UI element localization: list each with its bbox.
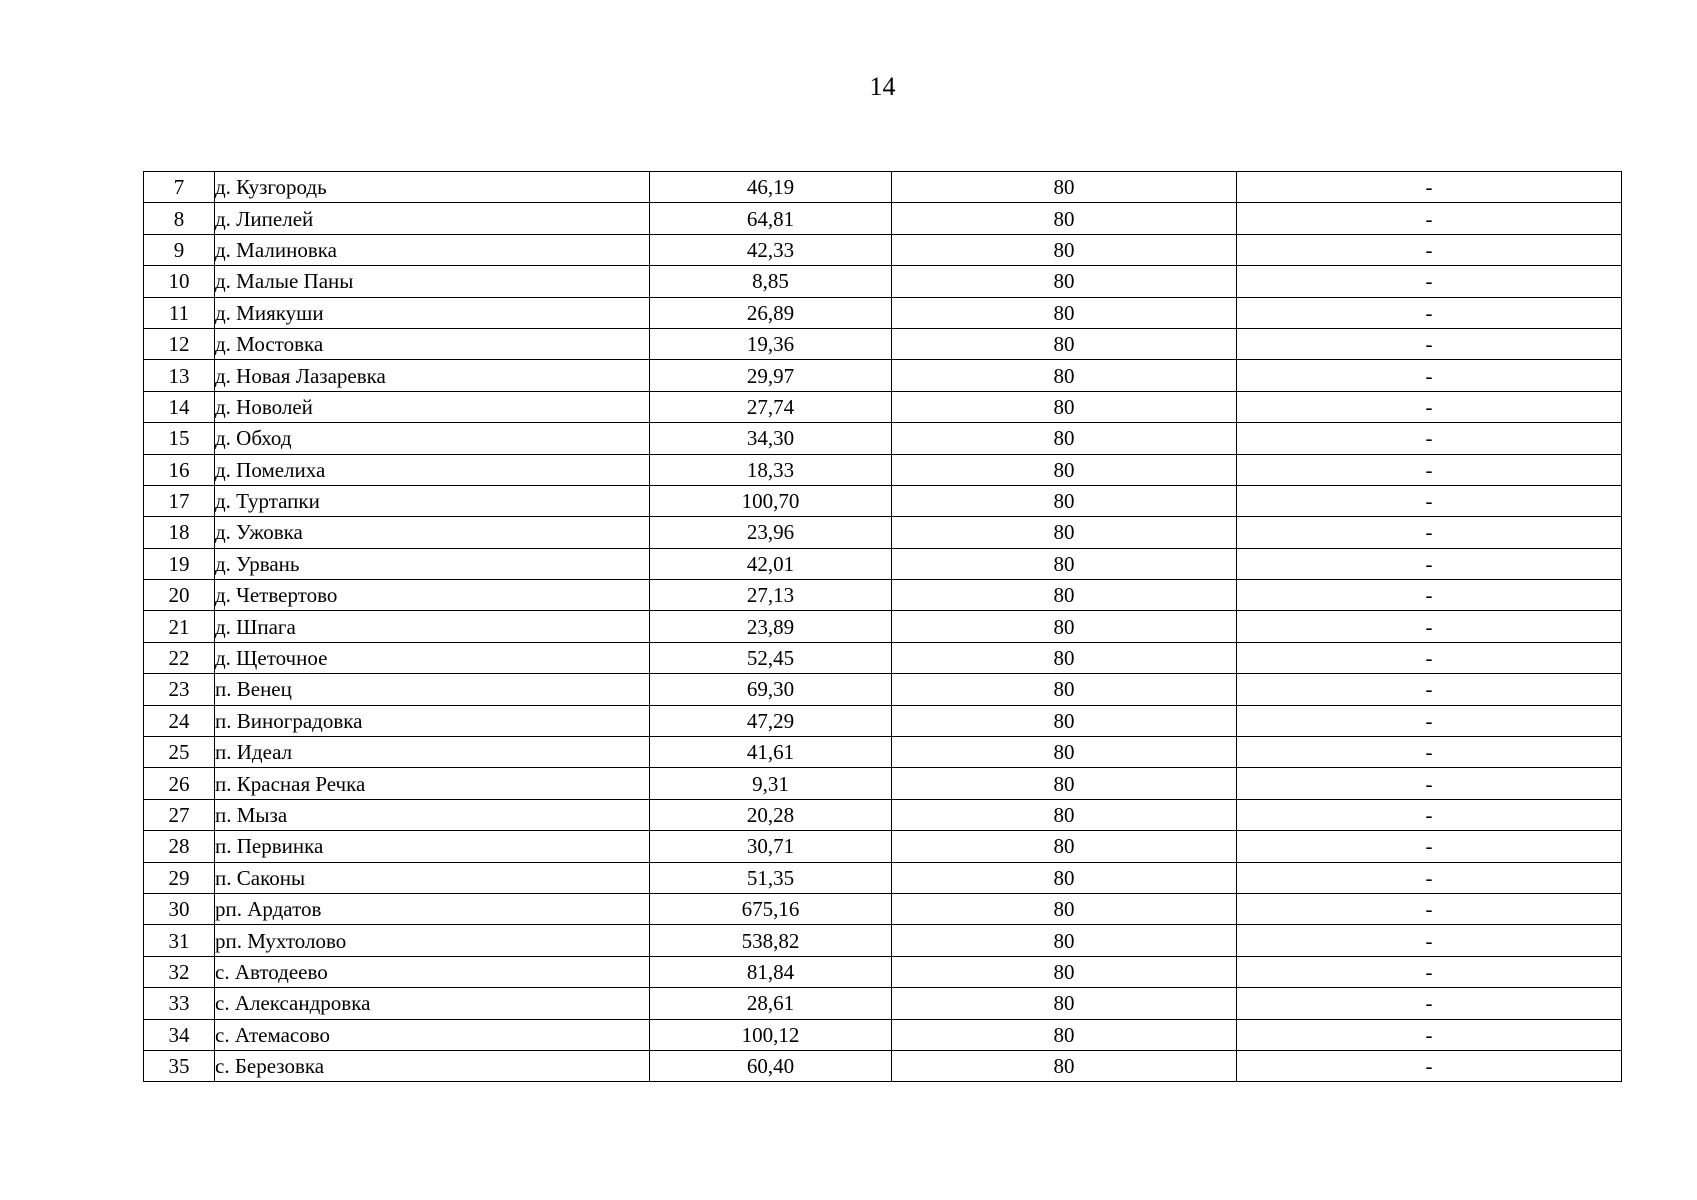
cell-row-number: 8 <box>144 203 215 234</box>
cell-settlement-name: д. Новолей <box>215 391 650 422</box>
cell-norm: 80 <box>892 297 1237 328</box>
cell-norm: 80 <box>892 423 1237 454</box>
cell-value: 100,70 <box>650 485 892 516</box>
cell-norm: 80 <box>892 517 1237 548</box>
table-row <box>144 172 1622 203</box>
cell-norm: 80 <box>892 328 1237 359</box>
table-row <box>144 328 1622 359</box>
cell-row-number: 23 <box>144 674 215 705</box>
cell-row-number: 20 <box>144 580 215 611</box>
cell-settlement-name: д. Обход <box>215 423 650 454</box>
cell-value: 20,28 <box>650 799 892 830</box>
cell-settlement-name: д. Малиновка <box>215 234 650 265</box>
cell-value: 26,89 <box>650 297 892 328</box>
cell-value: 675,16 <box>650 893 892 924</box>
cell-extra: - <box>1237 737 1622 768</box>
cell-settlement-name: рп. Ардатов <box>215 893 650 924</box>
cell-value: 64,81 <box>650 203 892 234</box>
cell-extra: - <box>1237 1050 1622 1081</box>
cell-settlement-name: п. Первинка <box>215 831 650 862</box>
cell-norm: 80 <box>892 485 1237 516</box>
table-row <box>144 1019 1622 1050</box>
cell-value: 28,61 <box>650 988 892 1019</box>
cell-row-number: 30 <box>144 893 215 924</box>
cell-extra: - <box>1237 674 1622 705</box>
cell-extra: - <box>1237 611 1622 642</box>
cell-row-number: 26 <box>144 768 215 799</box>
cell-norm: 80 <box>892 266 1237 297</box>
cell-value: 19,36 <box>650 328 892 359</box>
cell-value: 9,31 <box>650 768 892 799</box>
cell-extra: - <box>1237 925 1622 956</box>
cell-settlement-name: д. Урвань <box>215 548 650 579</box>
cell-settlement-name: д. Кузгородь <box>215 172 650 203</box>
cell-extra: - <box>1237 454 1622 485</box>
cell-extra: - <box>1237 705 1622 736</box>
cell-settlement-name: с. Березовка <box>215 1050 650 1081</box>
cell-settlement-name: д. Мостовка <box>215 328 650 359</box>
cell-row-number: 10 <box>144 266 215 297</box>
cell-settlement-name: д. Помелиха <box>215 454 650 485</box>
page-number: 14 <box>869 72 896 101</box>
table-row <box>144 548 1622 579</box>
table-row <box>144 705 1622 736</box>
table-row <box>144 234 1622 265</box>
cell-norm: 80 <box>892 737 1237 768</box>
cell-norm: 80 <box>892 862 1237 893</box>
cell-value: 47,29 <box>650 705 892 736</box>
cell-value: 42,01 <box>650 548 892 579</box>
table-row <box>144 1050 1622 1081</box>
cell-norm: 80 <box>892 454 1237 485</box>
table-row <box>144 893 1622 924</box>
cell-row-number: 21 <box>144 611 215 642</box>
cell-settlement-name: с. Автодеево <box>215 956 650 987</box>
cell-value: 29,97 <box>650 360 892 391</box>
table-row <box>144 956 1622 987</box>
cell-norm: 80 <box>892 831 1237 862</box>
cell-norm: 80 <box>892 642 1237 673</box>
cell-extra: - <box>1237 234 1622 265</box>
cell-row-number: 29 <box>144 862 215 893</box>
cell-settlement-name: д. Четвертово <box>215 580 650 611</box>
cell-extra: - <box>1237 642 1622 673</box>
table-row <box>144 391 1622 422</box>
cell-settlement-name: с. Атемасово <box>215 1019 650 1050</box>
table-row <box>144 642 1622 673</box>
cell-norm: 80 <box>892 705 1237 736</box>
cell-value: 8,85 <box>650 266 892 297</box>
table-row <box>144 297 1622 328</box>
cell-norm: 80 <box>892 360 1237 391</box>
cell-norm: 80 <box>892 893 1237 924</box>
table-row <box>144 674 1622 705</box>
cell-extra: - <box>1237 172 1622 203</box>
cell-norm: 80 <box>892 1050 1237 1081</box>
cell-value: 27,74 <box>650 391 892 422</box>
cell-row-number: 31 <box>144 925 215 956</box>
table-row <box>144 768 1622 799</box>
table-row <box>144 423 1622 454</box>
cell-settlement-name: п. Мыза <box>215 799 650 830</box>
cell-extra: - <box>1237 988 1622 1019</box>
cell-extra: - <box>1237 862 1622 893</box>
cell-row-number: 13 <box>144 360 215 391</box>
cell-norm: 80 <box>892 172 1237 203</box>
cell-norm: 80 <box>892 956 1237 987</box>
cell-extra: - <box>1237 423 1622 454</box>
table-body <box>144 172 1622 1082</box>
cell-row-number: 9 <box>144 234 215 265</box>
cell-value: 60,40 <box>650 1050 892 1081</box>
cell-row-number: 16 <box>144 454 215 485</box>
cell-extra: - <box>1237 328 1622 359</box>
cell-norm: 80 <box>892 611 1237 642</box>
cell-extra: - <box>1237 517 1622 548</box>
cell-value: 23,89 <box>650 611 892 642</box>
cell-extra: - <box>1237 548 1622 579</box>
table-row <box>144 360 1622 391</box>
cell-extra: - <box>1237 956 1622 987</box>
cell-row-number: 27 <box>144 799 215 830</box>
cell-norm: 80 <box>892 234 1237 265</box>
cell-value: 34,30 <box>650 423 892 454</box>
cell-row-number: 7 <box>144 172 215 203</box>
cell-value: 538,82 <box>650 925 892 956</box>
cell-extra: - <box>1237 297 1622 328</box>
cell-settlement-name: д. Ужовка <box>215 517 650 548</box>
cell-extra: - <box>1237 203 1622 234</box>
cell-value: 23,96 <box>650 517 892 548</box>
table-row <box>144 485 1622 516</box>
table-row <box>144 517 1622 548</box>
table-row <box>144 925 1622 956</box>
cell-settlement-name: п. Красная Речка <box>215 768 650 799</box>
cell-norm: 80 <box>892 548 1237 579</box>
cell-extra: - <box>1237 391 1622 422</box>
cell-settlement-name: д. Новая Лазаревка <box>215 360 650 391</box>
cell-norm: 80 <box>892 799 1237 830</box>
cell-row-number: 18 <box>144 517 215 548</box>
cell-settlement-name: д. Липелей <box>215 203 650 234</box>
cell-extra: - <box>1237 768 1622 799</box>
cell-row-number: 19 <box>144 548 215 579</box>
cell-value: 81,84 <box>650 956 892 987</box>
cell-row-number: 25 <box>144 737 215 768</box>
table-row <box>144 988 1622 1019</box>
table-row <box>144 203 1622 234</box>
cell-norm: 80 <box>892 674 1237 705</box>
cell-extra: - <box>1237 485 1622 516</box>
cell-extra: - <box>1237 580 1622 611</box>
cell-norm: 80 <box>892 988 1237 1019</box>
cell-settlement-name: рп. Мухтолово <box>215 925 650 956</box>
cell-row-number: 11 <box>144 297 215 328</box>
cell-row-number: 24 <box>144 705 215 736</box>
cell-norm: 80 <box>892 768 1237 799</box>
cell-value: 18,33 <box>650 454 892 485</box>
table-row <box>144 454 1622 485</box>
cell-row-number: 35 <box>144 1050 215 1081</box>
cell-value: 69,30 <box>650 674 892 705</box>
cell-value: 51,35 <box>650 862 892 893</box>
cell-settlement-name: с. Александровка <box>215 988 650 1019</box>
cell-row-number: 12 <box>144 328 215 359</box>
cell-value: 46,19 <box>650 172 892 203</box>
cell-extra: - <box>1237 1019 1622 1050</box>
cell-settlement-name: д. Малые Паны <box>215 266 650 297</box>
table-row <box>144 799 1622 830</box>
settlements-table <box>143 171 1622 1082</box>
cell-value: 42,33 <box>650 234 892 265</box>
cell-row-number: 34 <box>144 1019 215 1050</box>
cell-row-number: 14 <box>144 391 215 422</box>
cell-settlement-name: д. Щеточное <box>215 642 650 673</box>
cell-settlement-name: д. Туртапки <box>215 485 650 516</box>
cell-row-number: 17 <box>144 485 215 516</box>
table-row <box>144 737 1622 768</box>
cell-settlement-name: д. Миякуши <box>215 297 650 328</box>
cell-row-number: 32 <box>144 956 215 987</box>
table-row <box>144 831 1622 862</box>
cell-norm: 80 <box>892 580 1237 611</box>
table-row <box>144 580 1622 611</box>
cell-row-number: 15 <box>144 423 215 454</box>
table-row <box>144 862 1622 893</box>
cell-value: 41,61 <box>650 737 892 768</box>
table-row <box>144 266 1622 297</box>
cell-row-number: 22 <box>144 642 215 673</box>
cell-extra: - <box>1237 893 1622 924</box>
cell-norm: 80 <box>892 203 1237 234</box>
cell-settlement-name: д. Шпага <box>215 611 650 642</box>
cell-norm: 80 <box>892 925 1237 956</box>
cell-value: 27,13 <box>650 580 892 611</box>
cell-value: 30,71 <box>650 831 892 862</box>
cell-row-number: 28 <box>144 831 215 862</box>
cell-extra: - <box>1237 360 1622 391</box>
cell-norm: 80 <box>892 1019 1237 1050</box>
cell-extra: - <box>1237 266 1622 297</box>
cell-settlement-name: п. Идеал <box>215 737 650 768</box>
cell-settlement-name: п. Виноградовка <box>215 705 650 736</box>
cell-row-number: 33 <box>144 988 215 1019</box>
cell-extra: - <box>1237 799 1622 830</box>
table-row <box>144 611 1622 642</box>
cell-norm: 80 <box>892 391 1237 422</box>
cell-settlement-name: п. Венец <box>215 674 650 705</box>
cell-value: 100,12 <box>650 1019 892 1050</box>
cell-settlement-name: п. Саконы <box>215 862 650 893</box>
cell-value: 52,45 <box>650 642 892 673</box>
cell-extra: - <box>1237 831 1622 862</box>
